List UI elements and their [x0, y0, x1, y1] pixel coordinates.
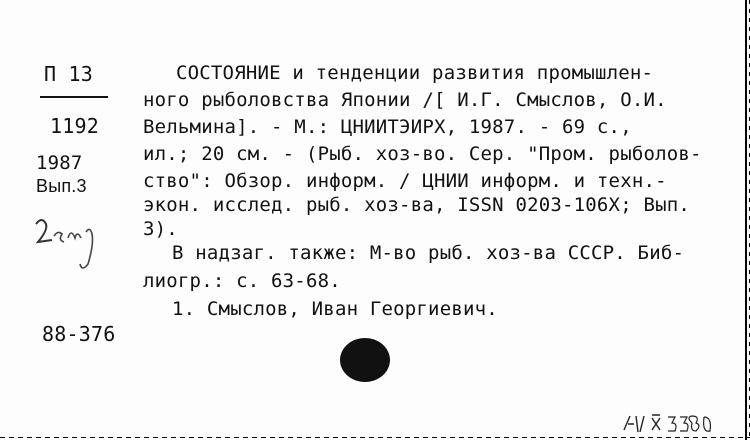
record-number: 1192: [50, 114, 99, 138]
accession-number: 88-376: [42, 322, 116, 346]
publication-year: 1987: [36, 152, 83, 174]
body-line-1: СОСТОЯНИЕ и тенденции развития промышлен-: [176, 62, 654, 84]
card-bottom-dashed-edge: [0, 437, 750, 438]
body-line-6: экон. исслед. рыб. хоз-ва, ISSN 0203-106X; Вып.: [143, 194, 691, 216]
shelf-mark: П 13: [44, 62, 93, 86]
body-line-5: ство": Обзор. информ. / ЦНИИ информ. и техн.-: [143, 170, 667, 192]
handwritten-note: [32, 210, 112, 280]
body-line-8: В надзаг. также: М-во рыб. хоз-ва СССР. Биб-: [172, 242, 685, 264]
body-line-7: 3).: [143, 218, 178, 240]
body-line-9: лиогр.: с. 63-68.: [143, 270, 341, 292]
shelf-mark-underline: [40, 96, 108, 98]
body-line-4: ил.; 20 см. - (Рыб. хоз-во. Сер. "Пром. рыболов-: [143, 143, 702, 165]
card-punch-hole: [340, 338, 390, 382]
inventory-stamp: [622, 412, 722, 434]
body-line-10: 1. Смыслов, Иван Георгиевич.: [172, 298, 498, 320]
body-line-2: ного рыболовства Японии /[ И.Г. Смыслов, О.И.: [143, 89, 667, 111]
card-right-border: [745, 0, 747, 440]
issue-number: Вып.3: [36, 176, 87, 196]
body-line-3: Вельмина]. - М.: ЦНИИТЭИРХ, 1987. - 69 с.,: [143, 116, 632, 138]
